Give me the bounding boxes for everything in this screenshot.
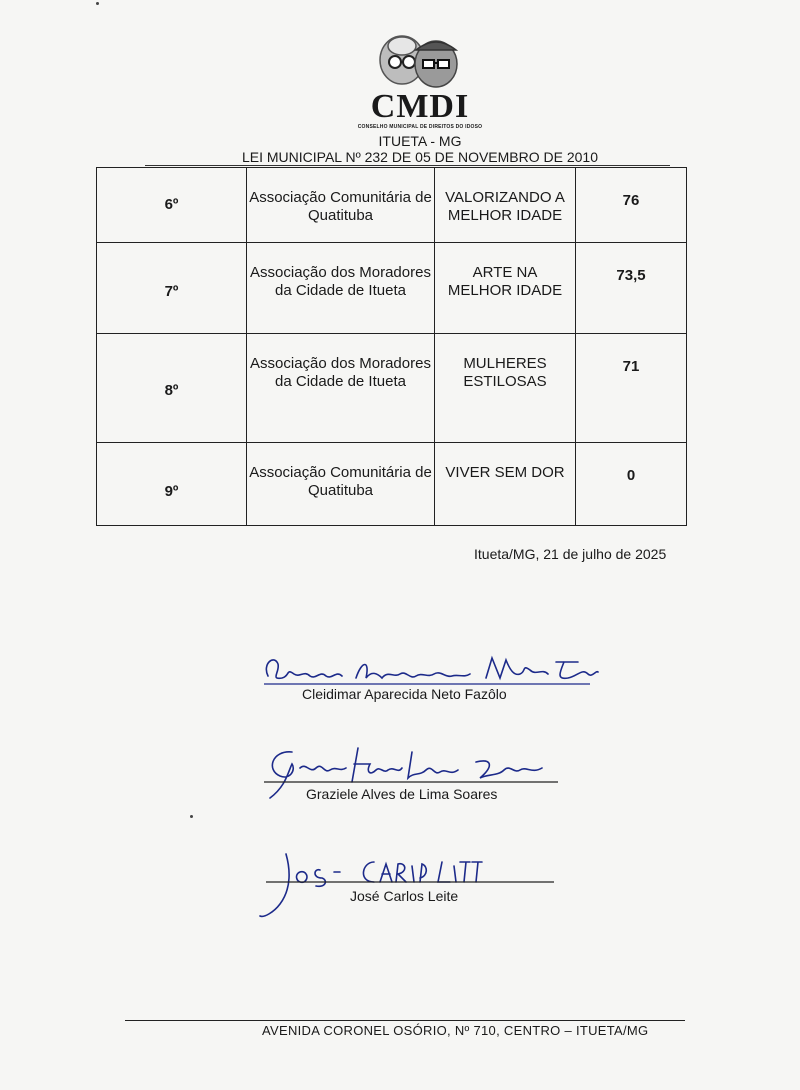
elderly-couple-icon — [368, 32, 468, 92]
rank-position: 6º — [97, 168, 247, 243]
table-row — [97, 243, 687, 334]
score-value: 73,5 — [576, 243, 687, 334]
signature-block-1 — [260, 650, 600, 720]
stray-mark — [190, 815, 193, 818]
project-name: MULHERES ESTILOSAS — [435, 334, 576, 443]
table-row — [97, 443, 687, 526]
table-row — [97, 168, 687, 243]
logo-wordmark: CMDI — [370, 88, 470, 125]
law-heading: LEI MUNICIPAL Nº 232 DE 05 DE NOVEMBRO DE 2010 — [241, 149, 598, 165]
signatory-name: José Carlos Leite — [350, 888, 459, 904]
handwritten-signature — [260, 650, 600, 690]
signature-block-3 — [256, 848, 556, 928]
city-heading: ITUETA - MG — [378, 133, 462, 149]
footer-divider — [125, 1020, 685, 1021]
entity-name: Associação dos Moradores da Cidade de Itueta — [247, 334, 435, 443]
rank-position: 9º — [97, 443, 247, 526]
score-value: 76 — [576, 168, 687, 243]
handwritten-signature — [256, 848, 556, 920]
rank-position: 8º — [97, 334, 247, 443]
signatory-name: Cleidimar Aparecida Neto Fazôlo — [302, 686, 507, 702]
ranking-table — [96, 167, 687, 526]
entity-name: Associação dos Moradores da Cidade de Itueta — [247, 243, 435, 334]
score-value: 71 — [576, 334, 687, 443]
rank-position: 7º — [97, 243, 247, 334]
project-name: VALORIZANDO A MELHOR IDADE — [435, 168, 576, 243]
cmdi-logo — [340, 32, 500, 132]
signature-block-2 — [262, 742, 562, 812]
logo-subtitle: CONSELHO MUNICIPAL DE DIREITOS DO IDOSO — [357, 124, 483, 130]
table-row — [97, 334, 687, 443]
project-name: ARTE NA MELHOR IDADE — [435, 243, 576, 334]
header-divider — [145, 165, 670, 166]
score-value: 0 — [576, 443, 687, 526]
entity-name: Associação Comunitária de Quatituba — [247, 443, 435, 526]
date-line: Itueta/MG, 21 de julho de 2025 — [474, 546, 667, 562]
entity-name: Associação Comunitária de Quatituba — [247, 168, 435, 243]
stray-mark — [96, 2, 99, 5]
footer-address: AVENIDA CORONEL OSÓRIO, Nº 710, CENTRO – ITUETA/MG — [262, 1023, 649, 1038]
project-name: VIVER SEM DOR — [435, 443, 576, 526]
signatory-name: Graziele Alves de Lima Soares — [306, 786, 498, 802]
